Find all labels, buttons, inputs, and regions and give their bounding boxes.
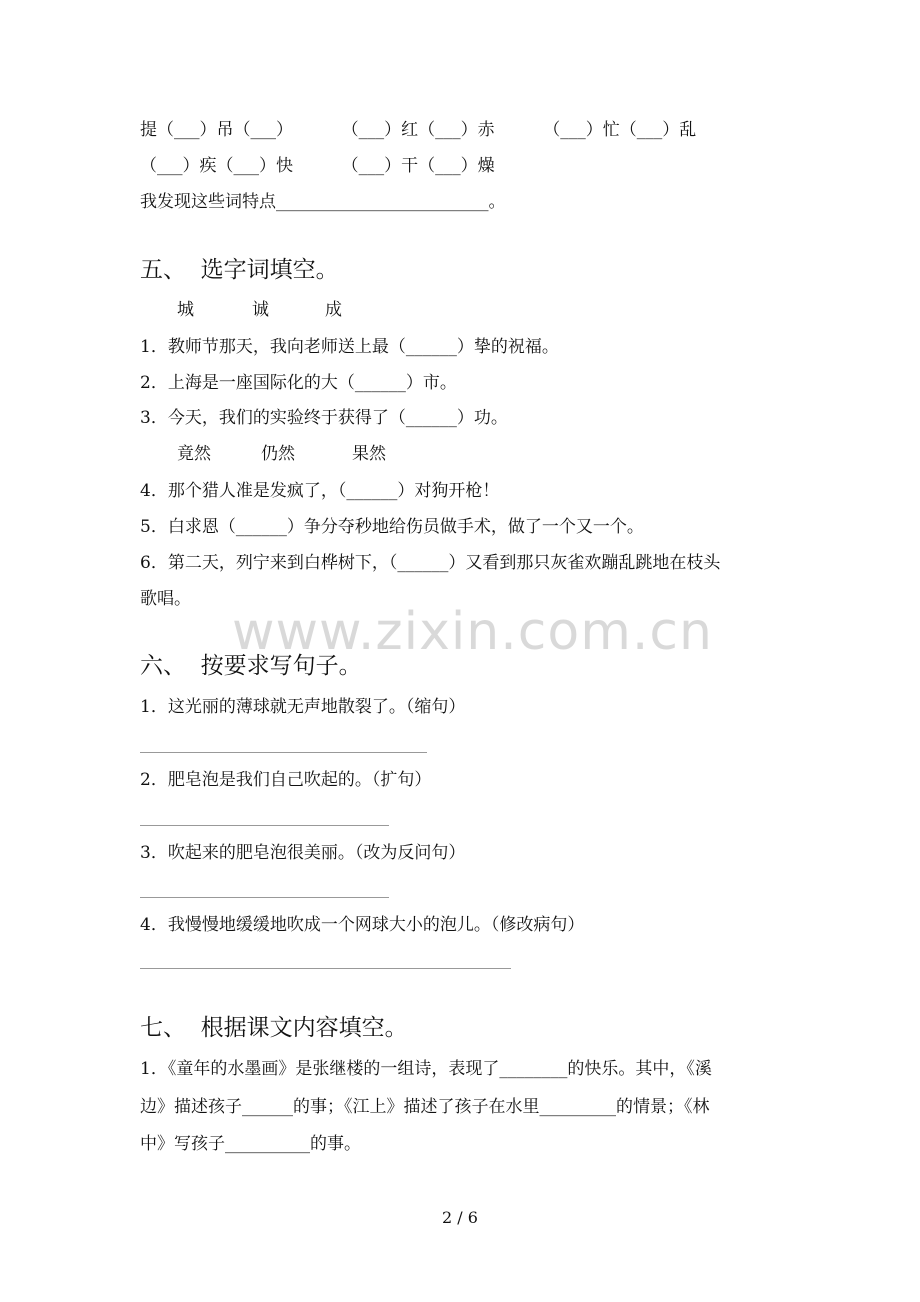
answer-line[interactable] <box>140 825 389 826</box>
question-6-2: 2．肥皂泡是我们自己吹起的。（扩句） <box>140 770 432 790</box>
option-word: 成 <box>325 300 342 320</box>
answer-line[interactable] <box>140 897 389 898</box>
question-7-line-3: 中》写孩子__________的事。 <box>140 1134 361 1154</box>
antonym-row-1: 提（___）吊（___） （___）红（___）赤 （___）忙（___）乱 <box>140 120 697 140</box>
option-word: 仍然 <box>261 444 295 464</box>
section-7-heading: 七、 根据课文内容填空。 <box>140 1015 408 1041</box>
option-word: 城 <box>177 300 194 320</box>
answer-line[interactable] <box>140 968 511 969</box>
answer-line[interactable] <box>140 752 427 753</box>
question-5-3: 3．今天，我们的实验终于获得了（______）功。 <box>140 408 508 428</box>
question-5-6-cont: 歌唱。 <box>140 589 191 609</box>
option-word: 果然 <box>352 444 386 464</box>
section-5-heading: 五、 选字词填空。 <box>140 257 339 283</box>
finding-line: 我发现这些词特点_________________________。 <box>140 192 506 212</box>
question-7-line-2: 边》描述孩子______的事；《江上》描述了孩子在水里_________的情景；《林 <box>140 1097 710 1117</box>
question-6-3: 3．吹起来的肥皂泡很美丽。（改为反问句） <box>140 843 466 863</box>
question-6-4: 4．我慢慢地缓缓地吹成一个网球大小的泡儿。（修改病句） <box>140 915 585 935</box>
question-6-1: 1．这光丽的薄球就无声地散裂了。（缩句） <box>140 697 466 717</box>
question-5-6: 6．第二天，列宁来到白桦树下，（______）又看到那只灰雀欢蹦乱跳地在枝头 <box>140 553 721 573</box>
question-5-5: 5．白求恩（______）争分夺秒地给伤员做手术，做了一个又一个。 <box>140 517 644 537</box>
watermark: www.zixin.com.cn <box>232 602 713 662</box>
antonym-row-2: （___）疾（___）快 （___）干（___）燥 <box>140 156 495 176</box>
question-7-line-1: 1．《童年的水墨画》是张继楼的一组诗，表现了________的快乐。其中，《溪 <box>140 1059 712 1079</box>
section-6-heading: 六、 按要求写句子。 <box>140 653 362 679</box>
question-5-2: 2．上海是一座国际化的大（______）市。 <box>140 373 457 393</box>
question-5-1: 1．教师节那天，我向老师送上最（______）挚的祝福。 <box>140 337 559 357</box>
question-5-4: 4．那个猎人准是发疯了，（______）对狗开枪！ <box>140 481 500 501</box>
page-number: 2 / 6 <box>442 1208 478 1227</box>
option-word: 诚 <box>252 300 269 320</box>
option-word: 竟然 <box>177 444 211 464</box>
